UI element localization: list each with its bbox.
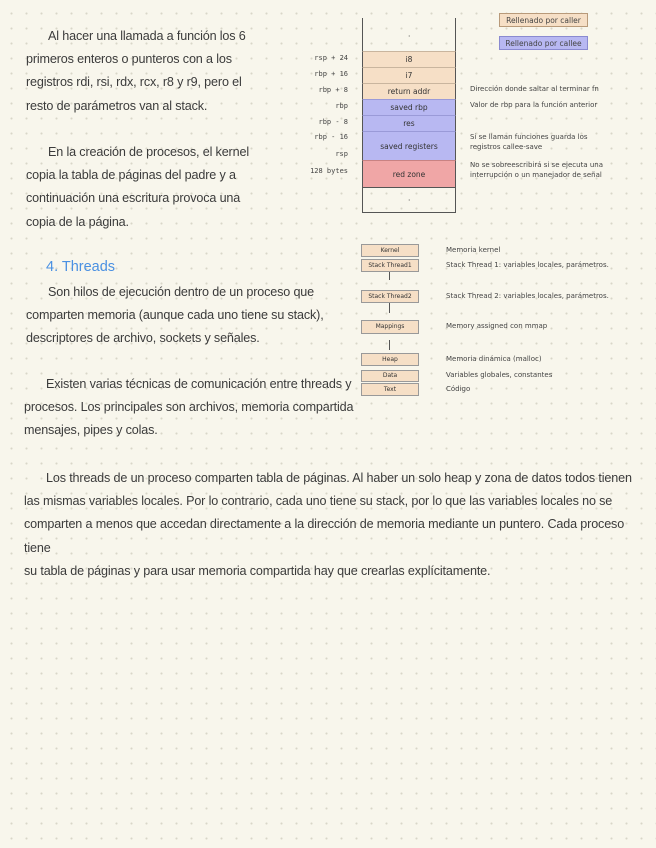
text-line: procesos. Los principales son archivos, memoria compartida [24, 400, 354, 415]
section-heading-threads: 4. Threads [46, 259, 116, 275]
stack-bottom-dots: · [408, 196, 411, 205]
text-line: copia la tabla de páginas del padre y a [26, 168, 236, 183]
memory-note-stack-thread2: Stack Thread 2: variables locales, parámetros. [446, 292, 609, 300]
text-line: Existen varias técnicas de comunicación entre threads y [46, 377, 352, 391]
redzone-size-label: 128 bytes [310, 167, 348, 175]
memory-note-stack-thread1: Stack Thread 1: variables locales, parámetros. [446, 261, 609, 269]
stack-cell-res: res [362, 115, 456, 131]
text-line: mensajes, pipes y colas. [24, 423, 158, 438]
text-line: su tabla de páginas y para usar memoria compartida hay que crearlas explícitamente. [24, 563, 491, 578]
memory-cell-stack-thread2: Stack Thread2 [361, 290, 419, 303]
divider-line [389, 340, 390, 350]
stack-top-dots: · [408, 32, 411, 41]
stack-bottom-empty [362, 187, 456, 213]
stack-cell-return-addr: return addr [362, 83, 456, 99]
stack-top-empty [362, 18, 456, 51]
note-saved-rbp: Valor de rbp para la función anterior [470, 101, 598, 109]
divider-line [389, 272, 390, 280]
text-line: resto de parámetros van al stack. [26, 98, 208, 113]
text-line: las mismas variables locales. Por lo contrario, cada uno tiene su stack, por lo que las variables locales no se [24, 494, 613, 509]
memory-cell-text: Text [361, 383, 419, 396]
text-line: continuación una escritura provoca una [26, 191, 241, 206]
divider-line [389, 303, 390, 313]
text-line: comparten a menos que accedan directamente a la dirección de memoria mediante un puntero. Cada proceso tiene [24, 517, 625, 555]
legend-caller: Rellenado por caller [499, 13, 588, 27]
register-label: rsp + 24 [314, 54, 348, 62]
memory-cell-data: Data [361, 370, 419, 382]
register-label: rbp + 8 [318, 86, 348, 94]
legend-callee: Rellenado por callee [499, 36, 588, 50]
text-line: comparten memoria (aunque cada uno tiene su stack), [26, 308, 324, 323]
memory-note-text: Código [446, 385, 471, 393]
text-line: En la creación de procesos, el kernel [48, 145, 249, 159]
register-label: rbp - 16 [314, 133, 348, 141]
stack-cell-i7: i7 [362, 67, 456, 83]
register-label: rbp + 16 [314, 70, 348, 78]
memory-cell-mappings: Mappings [361, 320, 419, 334]
note-return-addr: Dirección donde saltar al terminar fn [470, 85, 599, 93]
register-label: rbp [335, 102, 348, 110]
memory-note-mappings: Memory assigned con mmap [446, 322, 548, 330]
paragraph-threads [26, 281, 356, 351]
memory-cell-heap: Heap [361, 353, 419, 366]
register-label: rsp [335, 150, 348, 158]
stack-cell-saved-registers: saved registers [362, 131, 456, 160]
text-line: Son hilos de ejecución dentro de un proceso que [48, 285, 315, 299]
text-line: copia de la página. [26, 214, 129, 229]
memory-note-kernel: Memoria kernel [446, 246, 501, 254]
stack-cell-red-zone: red zone [362, 160, 456, 187]
memory-cell-stack-thread1: Stack Thread1 [361, 259, 419, 272]
memory-note-heap: Memoria dinámica (malloc) [446, 355, 542, 363]
text-line: registros rdi, rsi, rdx, rcx, r8 y r9, pero el [26, 75, 242, 90]
paragraph-shared-memory [24, 467, 639, 583]
text-line: descriptores de archivo, sockets y señales. [26, 331, 260, 346]
stack-cell-i8: i8 [362, 51, 456, 67]
memory-cell-kernel: Kernel [361, 244, 419, 257]
note-red-zone: No se sobreescribirá si se ejecuta una interrupción o un manejador de señal [470, 161, 603, 179]
memory-note-data: Variables globales, constantes [446, 371, 553, 379]
text-line: primeros enteros o punteros con a los [26, 52, 232, 67]
stack-cell-saved-rbp: saved rbp [362, 99, 456, 115]
note-saved-registers: Si se llaman funciones guarda los registros callee-save [470, 133, 588, 151]
register-label: rbp - 8 [318, 118, 348, 126]
paragraph-ipc [24, 373, 359, 443]
text-line: Los threads de un proceso comparten tabla de páginas. Al haber un solo heap y zona de datos todos tienen [46, 471, 632, 485]
text-line: Al hacer una llamada a función los 6 [48, 29, 246, 43]
